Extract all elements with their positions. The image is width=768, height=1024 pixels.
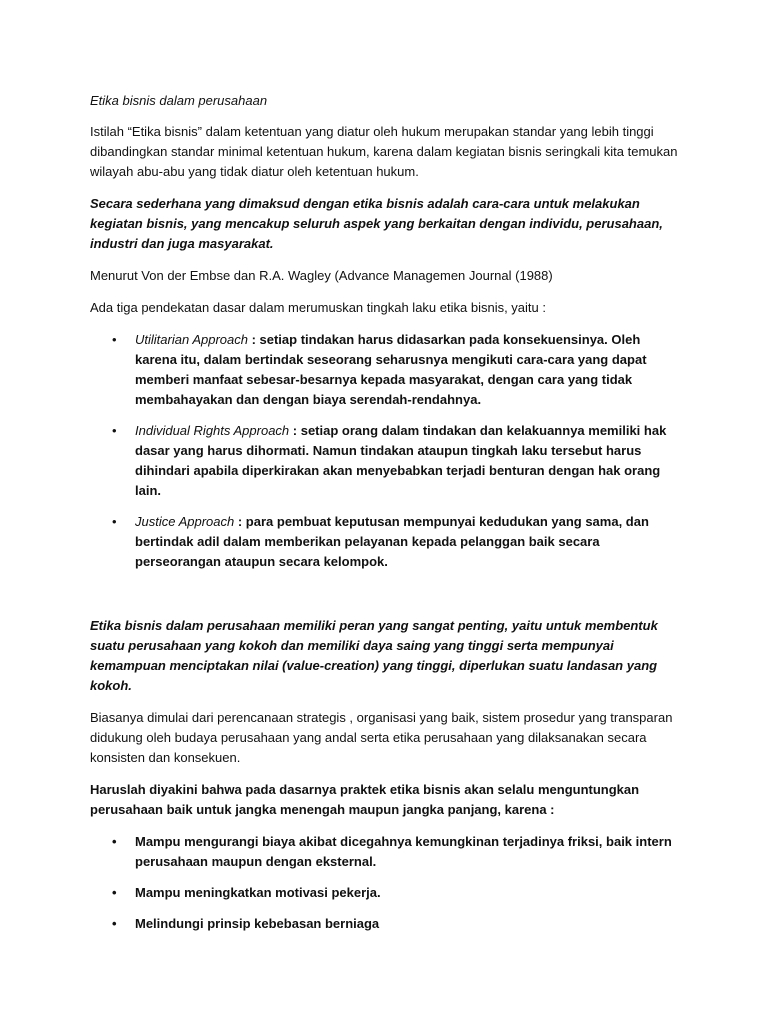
paragraph-role-statement: Etika bisnis dalam perusahaan memiliki peran yang sangat penting, yaitu untuk membentuk suatu perusahaan yang kokoh dan memiliki daya saing yang tinggi serta mempunyai kemampuan menciptakan nilai (value-creation) yang tinggi, diperlukan suatu landasan yang kokoh. [90, 618, 658, 693]
list-item-benefit [90, 914, 680, 934]
document-body [90, 91, 680, 946]
list-item-utilitarian [90, 330, 680, 410]
benefits-list [90, 832, 680, 934]
document-title: Etika bisnis dalam perusahaan [90, 93, 268, 108]
list-item-individual-rights [90, 421, 680, 501]
bullet-icon: • [112, 332, 117, 347]
list-item-justice [90, 512, 680, 572]
approach-term: Utilitarian Approach [135, 332, 248, 347]
paragraph-intro: Istilah “Etika bisnis” dalam ketentuan yang diatur oleh hukum merupakan standar yang lebih tinggi dibandingkan standar minimal ketentuan hukum, karena dalam kegiatan bisnis seringkali kita temukan wilayah abu-abu yang tidak diatur oleh ketentuan hukum. [90, 124, 678, 179]
paragraph-approaches-intro: Ada tiga pendekatan dasar dalam merumuskan tingkah laku etika bisnis, yaitu : [90, 300, 546, 315]
approach-term: Individual Rights Approach [135, 423, 290, 438]
benefit-text: Mampu meningkatkan motivasi pekerja. [135, 885, 381, 900]
benefit-text: Mampu mengurangi biaya akibat dicegahnya kemungkinan terjadinya friksi, baik intern perusahaan maupun dengan eksternal. [135, 834, 672, 869]
paragraph-benefits-intro: Haruslah diyakini bahwa pada dasarnya praktek etika bisnis akan selalu menguntungkan perusahaan baik untuk jangka menengah maupun jangka panjang, karena : [90, 782, 640, 817]
benefit-text: Melindungi prinsip kebebasan berniaga [135, 916, 380, 931]
approach-description: : setiap tindakan harus didasarkan pada konsekuensinya. Oleh karena itu, dalam bertindak seseorang seharusnya mengikuti cara-cara yang dapat memberi manfaat sebesar-besarnya kepada masyarakat, dengan cara yang tidak membahayakan dan dengan biaya serendah-rendahnya. [135, 332, 647, 407]
bullet-icon: • [112, 423, 117, 438]
paragraph-foundation: Biasanya dimulai dari perencanaan strategis , organisasi yang baik, sistem prosedur yang transparan didukung oleh budaya perusahaan yang andal serta etika perusahaan yang dilaksanakan secara konsisten dan konsekuen. [90, 710, 673, 765]
approach-description: : para pembuat keputusan mempunyai kedudukan yang sama, dan bertindak adil dalam memberikan pelayanan kepada pelanggan baik secara perseorangan ataupun secara kelompok. [135, 514, 649, 569]
list-item-benefit [90, 832, 680, 872]
bullet-icon: • [112, 885, 117, 900]
spacer [90, 584, 680, 616]
approach-description: : setiap orang dalam tindakan dan kelakuannya memiliki hak dasar yang harus dihormati. Namun tindakan ataupun tingkah laku tersebut harus dihindari apabila diperkirakan akan menyebabkan terjadi benturan dengan hak orang lain. [135, 423, 667, 498]
list-item-benefit [90, 883, 680, 903]
bullet-icon: • [112, 514, 117, 529]
approach-term: Justice Approach [135, 514, 235, 529]
bullet-icon: • [112, 834, 117, 849]
approaches-list [90, 330, 680, 572]
paragraph-reference: Menurut Von der Embse dan R.A. Wagley (Advance Managemen Journal (1988) [90, 268, 553, 283]
paragraph-definition: Secara sederhana yang dimaksud dengan etika bisnis adalah cara-cara untuk melakukan kegiatan bisnis, yang mencakup seluruh aspek yang berkaitan dengan individu, perusahaan, industri dan juga masyarakat. [90, 196, 663, 251]
bullet-icon: • [112, 916, 117, 931]
